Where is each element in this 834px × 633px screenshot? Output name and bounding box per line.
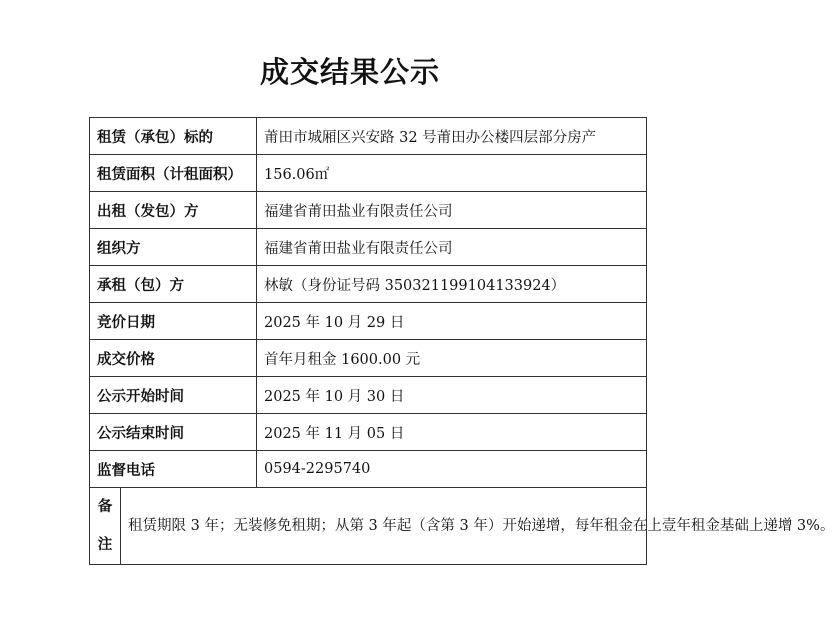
- result-table: [89, 117, 834, 565]
- row-label: 监督电话: [90, 451, 257, 488]
- row-value: 福建省莆田盐业有限责任公司: [257, 192, 647, 229]
- row-label: 组织方: [90, 229, 257, 266]
- row-value: 2025 年 10 月 30 日: [257, 377, 647, 414]
- table-row: [90, 414, 647, 451]
- row-label: 租赁（承包）标的: [90, 118, 257, 155]
- table-row: [90, 192, 647, 229]
- row-label: 竞价日期: [90, 303, 257, 340]
- table-row: [90, 118, 647, 155]
- row-label: 出租（发包）方: [90, 192, 257, 229]
- table-row: [90, 451, 647, 488]
- table-row: [90, 229, 647, 266]
- row-value: 首年月租金 1600.00 元: [257, 340, 647, 377]
- table-row: [90, 266, 647, 303]
- table-row: [90, 377, 647, 414]
- row-value: 2025 年 10 月 29 日: [257, 303, 647, 340]
- table-row: [90, 340, 647, 377]
- row-value: 156.06㎡: [257, 155, 647, 192]
- row-label: 公示结束时间: [90, 414, 257, 451]
- row-label: 公示开始时间: [90, 377, 257, 414]
- row-value: 2025 年 11 月 05 日: [257, 414, 647, 451]
- row-label: 成交价格: [90, 340, 257, 377]
- remark-label-char: 注: [97, 537, 113, 553]
- remark-row: [90, 488, 647, 565]
- remark-label-char: 备: [97, 499, 113, 515]
- row-value: 0594-2295740: [257, 451, 647, 488]
- row-value: 林敏（身份证号码 350321199104133924）: [257, 266, 647, 303]
- table-row: [90, 155, 647, 192]
- row-label: 承租（包）方: [90, 266, 257, 303]
- row-value: 莆田市城厢区兴安路 32 号莆田办公楼四层部分房产: [257, 118, 647, 155]
- remark-label: [90, 488, 121, 565]
- table-row: [90, 303, 647, 340]
- remark-text: 租赁期限 3 年；无装修免租期；从第 3 年起（含第 3 年）开始递增，每年租金在上壹年租金基础上递增 3%。: [121, 488, 647, 565]
- row-value: 福建省莆田盐业有限责任公司: [257, 229, 647, 266]
- row-label: 租赁面积（计租面积）: [90, 155, 257, 192]
- page-title: 成交结果公示: [259, 55, 440, 89]
